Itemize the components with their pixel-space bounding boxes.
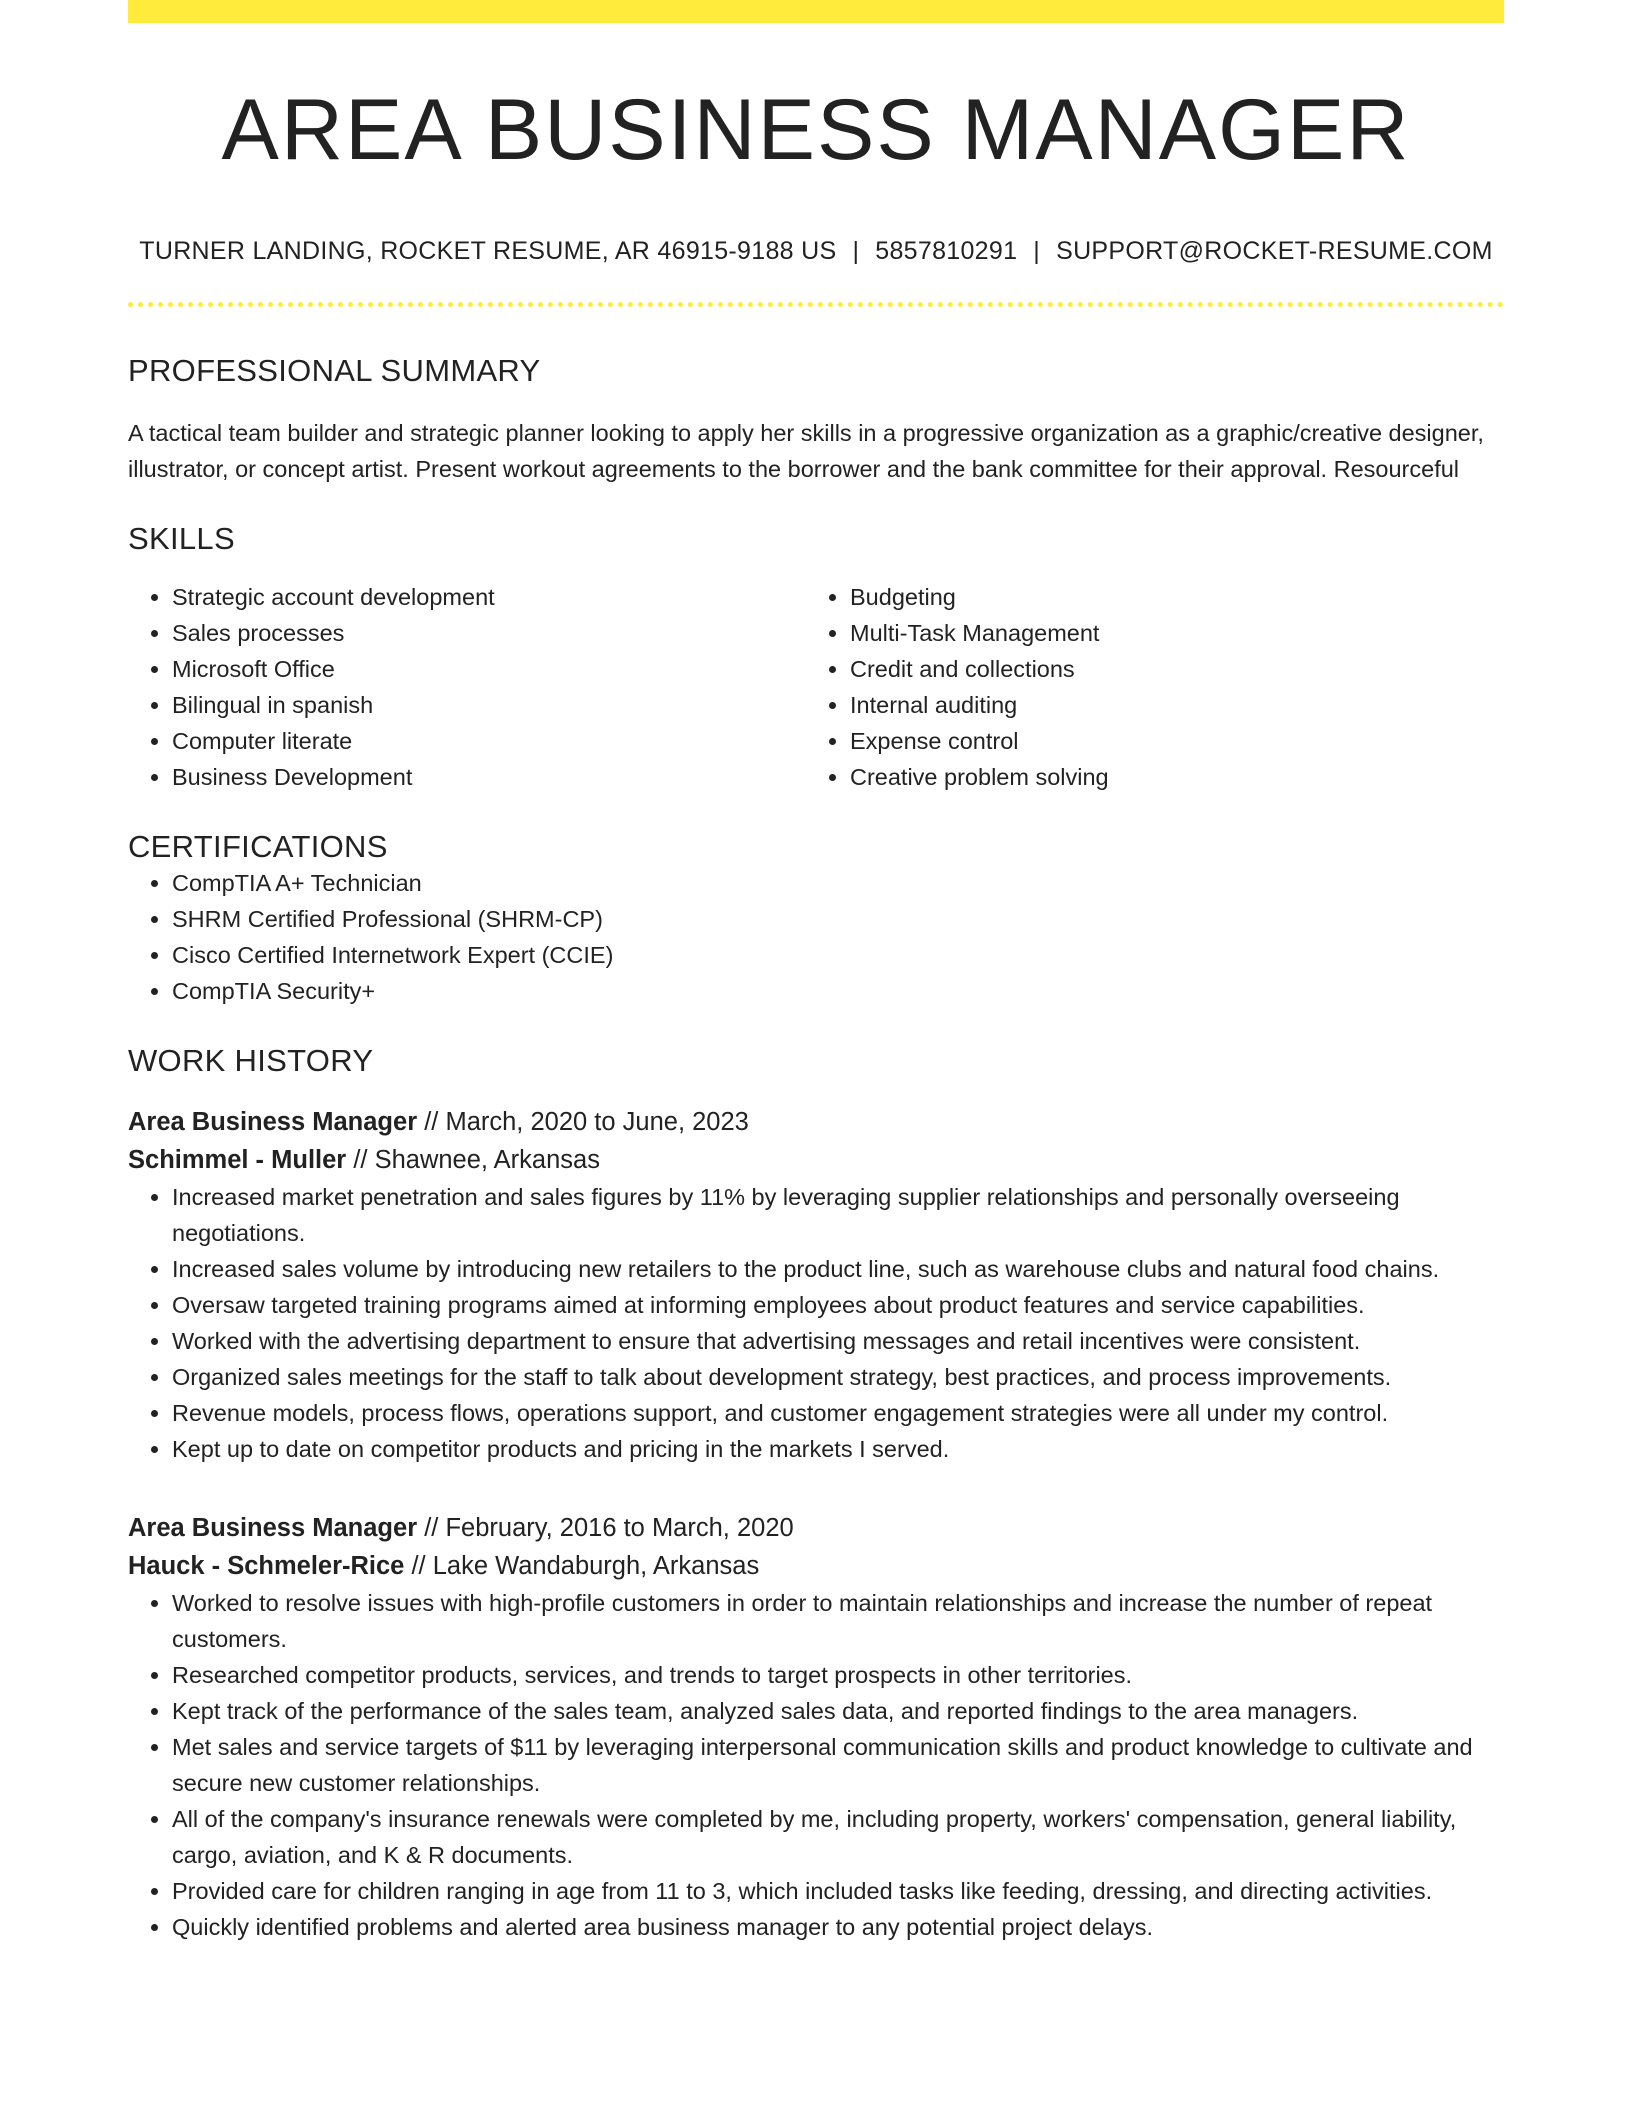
job-bullet: • All of the company's insurance renewals were completed by me, including property, workers' compensation, general liability, cargo, aviation, and K & R documents. [172, 1801, 1504, 1873]
job-title-line [128, 1103, 1504, 1141]
job-bullet: • Worked with the advertising department to ensure that advertising messages and retail incentives were consistent. [172, 1323, 1504, 1359]
job-location: // Shawnee, Arkansas [346, 1146, 600, 1174]
job-bullet: • Researched competitor products, services, and trends to target prospects in other territories. [172, 1657, 1504, 1693]
skill-item: • Sales processes [172, 615, 806, 651]
job-bullet: • Increased sales volume by introducing new retailers to the product line, such as warehouse clubs and natural food chains. [172, 1251, 1504, 1287]
certification-item: • Cisco Certified Internetwork Expert (CCIE) [172, 937, 1504, 973]
job-title-line [128, 1509, 1504, 1547]
certifications-heading: CERTIFICATIONS [128, 829, 388, 864]
job-bullet: • Increased market penetration and sales figures by 11% by leveraging supplier relationships and personally overseeing negotiations. [172, 1179, 1504, 1251]
accent-top-bar [128, 0, 1504, 23]
skill-item: • Internal auditing [850, 687, 1484, 723]
summary-section [128, 353, 1504, 487]
resume-title: AREA BUSINESS MANAGER [221, 82, 1411, 178]
skill-item: • Creative problem solving [850, 759, 1484, 795]
skill-item: • Credit and collections [850, 651, 1484, 687]
contact-email: SUPPORT@ROCKET-RESUME.COM [1056, 237, 1493, 265]
job-bullet: • Kept up to date on competitor products and pricing in the markets I served. [172, 1431, 1504, 1467]
certifications-section [128, 829, 1504, 1009]
summary-text: A tactical team builder and strategic planner looking to apply her skills in a progressive organization as a graphic/creative designer, illustrator, or concept artist. Present workout agreements to the borrower and the bank committee for their approval. Resourceful [128, 420, 1484, 482]
skill-item: • Microsoft Office [172, 651, 806, 687]
job-entry [128, 1103, 1504, 1467]
job-company-line [128, 1547, 1504, 1585]
skill-item: • Strategic account development [172, 579, 806, 615]
skills-heading: SKILLS [128, 521, 235, 556]
contact-separator: | [1033, 237, 1041, 265]
skill-item: • Multi-Task Management [850, 615, 1484, 651]
job-bullet: • Kept track of the performance of the sales team, analyzed sales data, and reported findings to the area managers. [172, 1693, 1504, 1729]
job-dates: // February, 2016 to March, 2020 [417, 1514, 794, 1542]
summary-heading: PROFESSIONAL SUMMARY [128, 353, 541, 388]
skills-section [128, 521, 1504, 795]
certification-item: • CompTIA Security+ [172, 973, 1504, 1009]
job-bullet: • Revenue models, process flows, operations support, and customer engagement strategies were all under my control. [172, 1395, 1504, 1431]
job-bullet-list [128, 1585, 1504, 1945]
certification-item: • SHRM Certified Professional (SHRM-CP) [172, 901, 1504, 937]
certification-item: • CompTIA A+ Technician [172, 865, 1504, 901]
job-bullet: • Provided care for children ranging in age from 11 to 3, which included tasks like feeding, dressing, and directing activities. [172, 1873, 1504, 1909]
certifications-list [128, 865, 1504, 1009]
contact-phone: 5857810291 [875, 237, 1018, 265]
work-history-section [128, 1043, 1504, 1945]
job-dates: // March, 2020 to June, 2023 [417, 1108, 749, 1136]
dotted-divider [128, 302, 1504, 307]
job-title: Area Business Manager [128, 1514, 418, 1542]
contact-line [128, 237, 1504, 266]
job-bullet: • Quickly identified problems and alerted area business manager to any potential project delays. [172, 1909, 1504, 1945]
skill-item: • Budgeting [850, 579, 1484, 615]
job-company-line [128, 1141, 1504, 1179]
job-bullet: • Worked to resolve issues with high-profile customers in order to maintain relationships and increase the number of repeat customers. [172, 1585, 1504, 1657]
skills-list-left [128, 579, 806, 795]
job-location: // Lake Wandaburgh, Arkansas [404, 1552, 760, 1580]
contact-separator: | [852, 237, 860, 265]
contact-address: TURNER LANDING, ROCKET RESUME, AR 46915-9188 US [139, 237, 837, 265]
skill-item: • Bilingual in spanish [172, 687, 806, 723]
job-bullet: • Oversaw targeted training programs aimed at informing employees about product features and service capabilities. [172, 1287, 1504, 1323]
skill-item: • Computer literate [172, 723, 806, 759]
job-company: Schimmel - Muller [128, 1146, 347, 1174]
skills-grid [128, 579, 1504, 795]
job-bullet: • Met sales and service targets of $11 by leveraging interpersonal communication skills and product knowledge to cultivate and secure new customer relationships. [172, 1729, 1504, 1801]
skill-item: • Expense control [850, 723, 1484, 759]
work-history-heading: WORK HISTORY [128, 1043, 374, 1078]
job-title: Area Business Manager [128, 1108, 418, 1136]
skills-list-right [806, 579, 1484, 795]
job-entry [128, 1509, 1504, 1945]
skills-column-right [806, 579, 1484, 795]
skills-column-left [128, 579, 806, 795]
skill-item: • Business Development [172, 759, 806, 795]
job-bullet-list [128, 1179, 1504, 1467]
job-bullet: • Organized sales meetings for the staff to talk about development strategy, best practices, and process improvements. [172, 1359, 1504, 1395]
job-company: Hauck - Schmeler-Rice [128, 1552, 405, 1580]
resume-page [128, 0, 1504, 1945]
